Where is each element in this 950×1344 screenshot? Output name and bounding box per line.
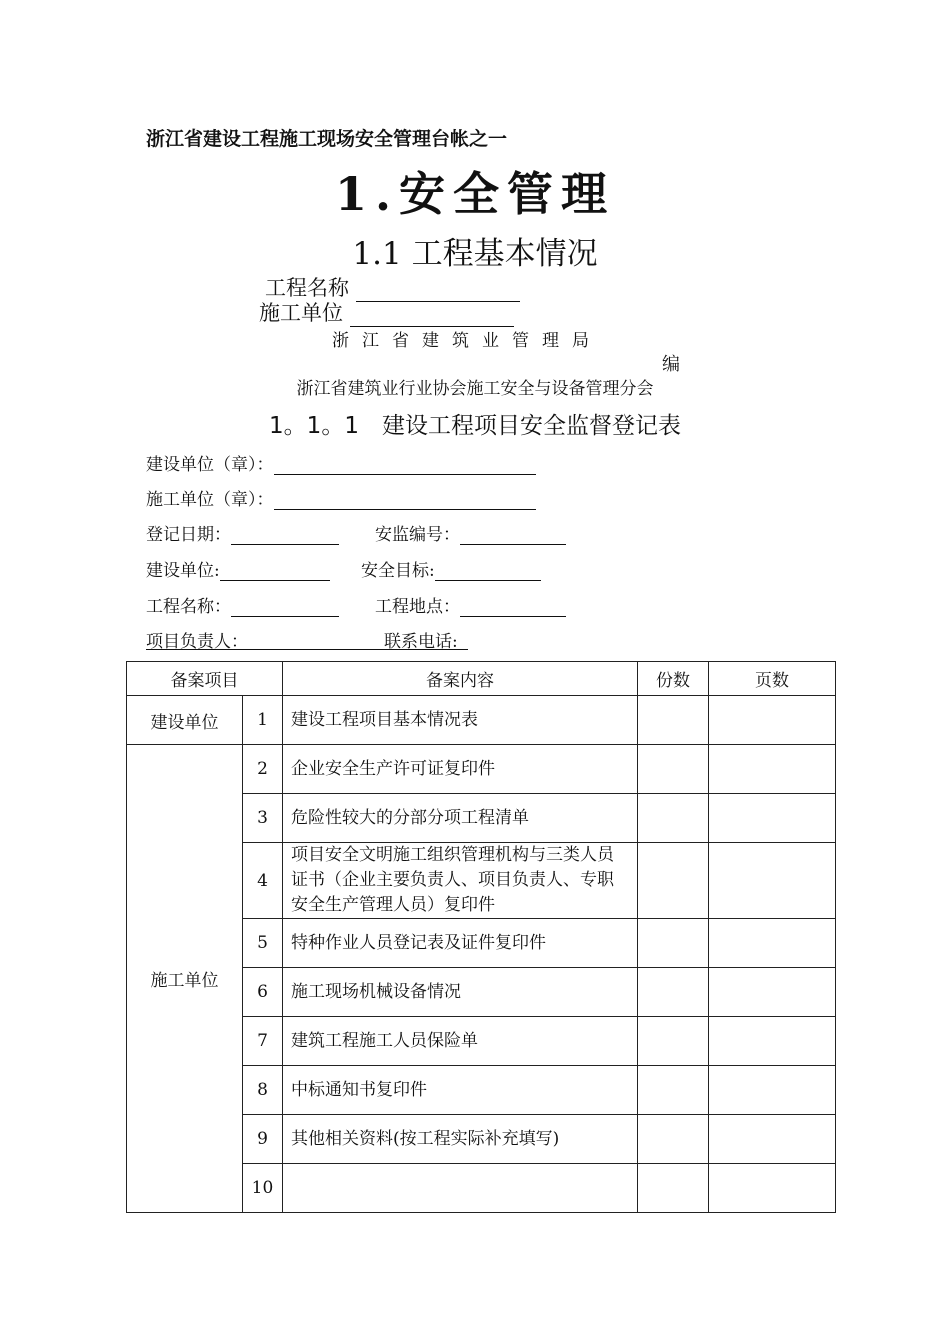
field-safety-number bbox=[375, 520, 566, 545]
field-project-manager-label: 项目负责人： bbox=[146, 632, 248, 652]
registration-table bbox=[126, 661, 836, 1213]
field-project-name-label: 工程名称： bbox=[146, 597, 231, 617]
field-owner-unit-seal-label: 建设单位（章）： bbox=[146, 455, 274, 475]
row-content: 施工现场机械设备情况 bbox=[283, 968, 638, 1017]
cover-construction-unit-label: 施工单位 bbox=[259, 301, 343, 325]
publisher-association: 浙江省建筑业行业协会施工安全与设备管理分会 bbox=[296, 379, 654, 399]
row-number: 2 bbox=[243, 745, 283, 794]
pages-cell[interactable] bbox=[709, 1115, 836, 1164]
field-safety-goal-line[interactable] bbox=[435, 562, 541, 581]
field-owner-unit bbox=[146, 556, 330, 581]
field-register-date-label: 登记日期： bbox=[146, 525, 231, 545]
pages-cell[interactable] bbox=[709, 696, 836, 745]
row-number: 4 bbox=[243, 843, 283, 919]
row-number: 1 bbox=[243, 696, 283, 745]
row-number: 8 bbox=[243, 1066, 283, 1115]
row-content[interactable] bbox=[283, 1164, 638, 1213]
cover-construction-unit-line[interactable] bbox=[350, 304, 514, 327]
copies-cell[interactable] bbox=[638, 1017, 709, 1066]
row-number: 3 bbox=[243, 794, 283, 843]
field-owner-unit-line[interactable] bbox=[220, 562, 330, 581]
header-item: 备案项目 bbox=[127, 662, 283, 696]
main-title: 1.安全管理 bbox=[334, 167, 616, 221]
field-safety-number-label: 安监编号： bbox=[375, 525, 460, 545]
copies-cell[interactable] bbox=[638, 843, 709, 919]
group-owner-cell: 建设单位 bbox=[127, 696, 243, 745]
field-register-date-line[interactable] bbox=[231, 526, 339, 545]
row-content: 危险性较大的分部分项工程清单 bbox=[283, 794, 638, 843]
pages-cell[interactable] bbox=[709, 1017, 836, 1066]
row-content: 建设工程项目基本情况表 bbox=[283, 696, 638, 745]
row-number: 9 bbox=[243, 1115, 283, 1164]
copies-cell[interactable] bbox=[638, 1164, 709, 1213]
series-title: 浙江省建设工程施工现场安全管理台帐之一 bbox=[146, 128, 508, 150]
pages-cell[interactable] bbox=[709, 794, 836, 843]
copies-cell[interactable] bbox=[638, 1115, 709, 1164]
table-row bbox=[127, 745, 836, 794]
field-manager-phone-row[interactable] bbox=[146, 627, 468, 650]
field-project-name-line[interactable] bbox=[231, 598, 339, 617]
field-safety-number-line[interactable] bbox=[460, 526, 566, 545]
group-contractor-cell: 施工单位 bbox=[127, 745, 243, 1213]
field-contractor-unit-seal-label: 施工单位（章）： bbox=[146, 490, 274, 510]
row-content: 中标通知书复印件 bbox=[283, 1066, 638, 1115]
row-content: 项目安全文明施工组织管理机构与三类人员证书（企业主要负责人、项目负责人、专职安全生产管理人员）复印件 bbox=[283, 843, 638, 919]
pages-cell[interactable] bbox=[709, 968, 836, 1017]
row-content: 企业安全生产许可证复印件 bbox=[283, 745, 638, 794]
row-number: 6 bbox=[243, 968, 283, 1017]
cover-project-name-label: 工程名称 bbox=[265, 276, 349, 300]
publisher-bureau: 浙江省建筑业管理局 bbox=[332, 331, 602, 351]
copies-cell[interactable] bbox=[638, 794, 709, 843]
field-owner-unit-label: 建设单位: bbox=[146, 561, 220, 581]
table-row bbox=[127, 696, 836, 745]
field-project-location-line[interactable] bbox=[460, 598, 566, 617]
table-header-row bbox=[127, 662, 836, 696]
pages-cell[interactable] bbox=[709, 745, 836, 794]
pages-cell[interactable] bbox=[709, 1066, 836, 1115]
pages-cell[interactable] bbox=[709, 843, 836, 919]
field-safety-goal bbox=[361, 556, 541, 581]
field-contractor-unit-seal bbox=[146, 485, 536, 510]
row-content: 建筑工程施工人员保险单 bbox=[283, 1017, 638, 1066]
field-owner-unit-seal-line[interactable] bbox=[274, 456, 536, 475]
copies-cell[interactable] bbox=[638, 696, 709, 745]
header-copies: 份数 bbox=[638, 662, 709, 696]
row-content: 特种作业人员登记表及证件复印件 bbox=[283, 919, 638, 968]
row-number: 7 bbox=[243, 1017, 283, 1066]
copies-cell[interactable] bbox=[638, 1066, 709, 1115]
field-contractor-unit-seal-line[interactable] bbox=[274, 491, 536, 510]
form-title: 1。1。1 建设工程项目安全监督登记表 bbox=[269, 413, 681, 439]
copies-cell[interactable] bbox=[638, 919, 709, 968]
publisher-edit: 编 bbox=[662, 354, 680, 375]
sub-title: 1.1 工程基本情况 bbox=[352, 236, 598, 272]
header-content: 备案内容 bbox=[283, 662, 638, 696]
field-owner-unit-seal bbox=[146, 450, 536, 475]
header-pages: 页数 bbox=[709, 662, 836, 696]
row-number: 10 bbox=[243, 1164, 283, 1213]
row-number: 5 bbox=[243, 919, 283, 968]
field-contact-phone-label: 联系电话: bbox=[384, 632, 458, 652]
field-project-location bbox=[375, 592, 566, 617]
field-safety-goal-label: 安全目标: bbox=[361, 561, 435, 581]
field-project-name bbox=[146, 592, 339, 617]
field-project-location-label: 工程地点： bbox=[375, 597, 460, 617]
field-register-date bbox=[146, 520, 339, 545]
copies-cell[interactable] bbox=[638, 745, 709, 794]
row-content: 其他相关资料(按工程实际补充填写) bbox=[283, 1115, 638, 1164]
cover-construction-unit bbox=[259, 297, 514, 327]
copies-cell[interactable] bbox=[638, 968, 709, 1017]
pages-cell[interactable] bbox=[709, 919, 836, 968]
pages-cell[interactable] bbox=[709, 1164, 836, 1213]
